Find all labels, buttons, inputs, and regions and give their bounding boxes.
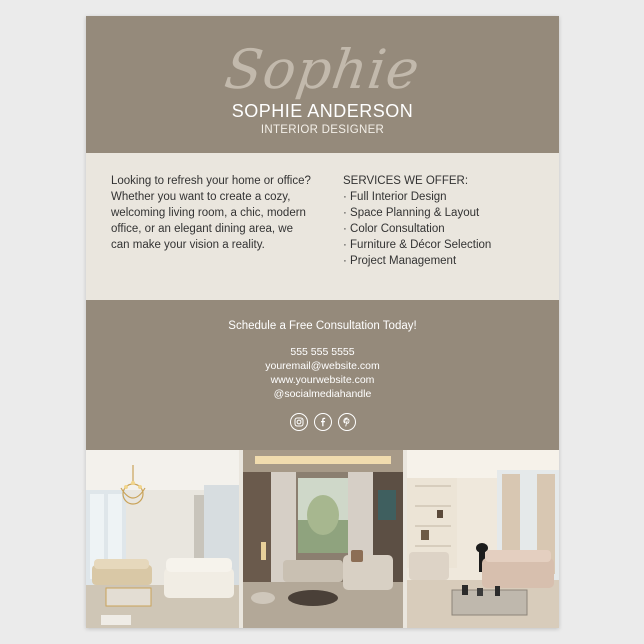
email-address: youremail@website.com: [265, 360, 380, 372]
pinterest-icon: [338, 413, 356, 431]
intro-line-1: Looking to refresh your home or office?: [111, 175, 311, 187]
living-room-photo-2: [243, 450, 403, 628]
designer-name: SOPHIE ANDERSON: [231, 101, 414, 121]
living-room-photo-3: [407, 450, 559, 628]
designer-title: INTERIOR DESIGNER: [260, 124, 385, 136]
consultation-cta: Schedule a Free Consultation Today!: [228, 320, 417, 332]
photo-strip: [86, 450, 559, 628]
services-heading: SERVICES WE OFFER:: [343, 175, 469, 187]
contact-band: [86, 300, 559, 450]
flyer: [86, 16, 559, 628]
facebook-icon: [314, 413, 332, 431]
intro-line-2: Whether you want to create a cozy, welcoming living room, a chic, modern office, or an elegant dining area, we can make your vision a reality.: [111, 191, 306, 251]
phone-number: 555 555 5555: [290, 346, 355, 358]
service-item: · Space Planning & Layout: [343, 205, 543, 221]
website-url: www.yourwebsite.com: [270, 374, 375, 386]
instagram-icon: [290, 413, 308, 431]
social-icons: [86, 413, 559, 431]
services-list: [343, 173, 543, 269]
service-item: · Furniture & Décor Selection: [343, 237, 543, 253]
info-section: [86, 153, 559, 300]
social-handle: @socialmediahandle: [273, 388, 372, 400]
living-room-photo-1: [86, 450, 239, 628]
service-item: · Full Interior Design: [343, 189, 543, 205]
service-item: · Color Consultation: [343, 221, 543, 237]
intro-text: [111, 173, 311, 253]
service-item: · Project Management: [343, 253, 543, 269]
header-band: [86, 16, 559, 153]
script-signature: Sophie: [221, 38, 424, 101]
